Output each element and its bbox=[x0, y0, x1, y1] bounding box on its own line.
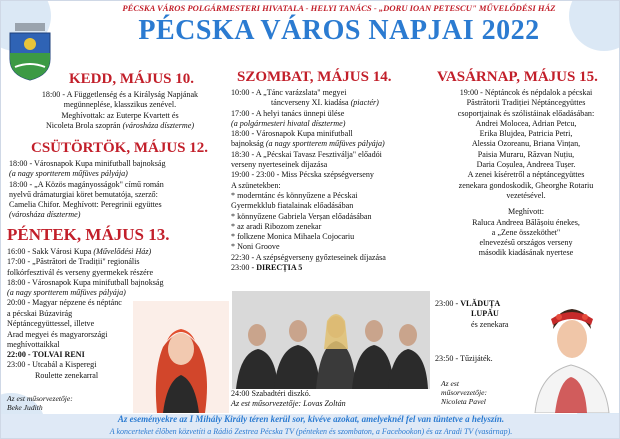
host-label: Az est műsorvezetője: bbox=[231, 399, 302, 409]
vasarnap-line: csoportjainak és szólistáinak előadásában: bbox=[457, 108, 595, 118]
host-label: Az est bbox=[441, 379, 459, 388]
page-title: PÉCSKA VÁROS NAPJAI 2022 bbox=[138, 15, 540, 46]
kedd-line: Nicoleta Brola szoprán bbox=[45, 120, 121, 130]
szombat-line: táncverseny XI. kiadása bbox=[271, 98, 349, 108]
directia-5-photo bbox=[232, 291, 430, 389]
vasarnap-line: vezetésével. bbox=[506, 190, 546, 200]
heading-vasarnap: VASÁRNAP, MÁJUS 15. bbox=[437, 69, 598, 85]
csutortok-line: Camelia Chifor. Meghívott: Peregrinii együttes bbox=[9, 200, 162, 210]
kedd-line: Meghívottak: az Euterpe Kvartett és bbox=[61, 110, 179, 120]
host-label: műsorvezetője: bbox=[441, 388, 487, 397]
vasarnap-line: második kiadásának nyertese bbox=[478, 248, 574, 258]
vasarnap-line: Erika Blujdea, Patricia Petri, bbox=[479, 129, 573, 139]
szombat-line: 18:30 - A „Pécskai Tavasz Fesztiválja" előadói bbox=[231, 149, 382, 159]
csutortok-venue: (a nagy sportterem műfüves pályája) bbox=[9, 169, 128, 179]
vasarnap-headliner: LUPĂU bbox=[471, 309, 499, 319]
footer-location-note: Az eseményekre az I Mihály Király téren kerül sor, kivéve azokat, amelyeknél fel van tüntetve a helyszín. bbox=[117, 414, 505, 424]
vasarnap-line: Paisia Muraru, Răzvan Nuțiu, bbox=[477, 149, 575, 159]
szombat-line: Gyermekklub fiatalainak előadásában bbox=[231, 201, 354, 211]
pentek-line: meghívottaikkal bbox=[7, 339, 60, 349]
tolvai-reni-photo bbox=[133, 301, 229, 413]
szombat-line: * folkzene Monica Mihaela Cojocariu bbox=[231, 232, 355, 242]
szombat-program-end bbox=[231, 389, 431, 410]
pentek-venue: (a nagy sportterem műfüves pályája) bbox=[7, 288, 126, 298]
vasarnap-line: zenekara gondoskodik, Gheorghe Rotariu bbox=[458, 180, 594, 190]
szombat-line: 17:00 - A helyi tanács ünnepi ülése bbox=[231, 108, 345, 118]
vasarnap-line: Andrei Molocea, Adrian Petcu, bbox=[475, 118, 577, 128]
vasarnap-line: a „Zene összeköthet" bbox=[491, 227, 561, 237]
vasarnap-program bbox=[433, 88, 619, 259]
csutortok-line: 18:00 - Városnapok Kupa minifutball bajnokság bbox=[9, 159, 166, 168]
pentek-line: 17:00 - „Păstrători de Tradiții" regionális bbox=[7, 257, 140, 267]
szombat-line: * Noni Groove bbox=[231, 242, 280, 252]
pentek-line: Roulette zenekarral bbox=[35, 370, 99, 380]
host-name: Nicoleta Pavel bbox=[441, 397, 486, 406]
kedd-program bbox=[9, 90, 231, 131]
host-label: Az est műsorvezetője: bbox=[7, 394, 73, 403]
pentek-program-bottom bbox=[7, 309, 127, 381]
vasarnap-line: 23:00 - bbox=[435, 299, 459, 308]
szombat-line: * moderntánc és könnyűzene a Pécskai bbox=[231, 190, 358, 200]
szombat-line: * könnyűzene Gabriela Verșan előadásában bbox=[231, 211, 372, 221]
vasarnap-line: Daria Coșulea, Andreea Tușer. bbox=[476, 160, 576, 170]
szombat-line: A szünetekben: bbox=[231, 180, 281, 190]
csutortok-line: 18:00 - „A Közös magányosságok" című román bbox=[9, 179, 164, 189]
csutortok-line: nyelvű drámaturgiai köret bemutatója, szerző: bbox=[9, 189, 158, 199]
szombat-venue: (a polgármesteri hivatal díszterme) bbox=[231, 118, 346, 128]
pentek-line: 23:00 - Utcabál a Kisperegi bbox=[7, 360, 97, 370]
pentek-line: Arad megyei és magyarországi bbox=[7, 329, 108, 339]
vasarnap-line: és zenekara bbox=[471, 319, 509, 329]
vasarnap-line: Meghívott: bbox=[508, 207, 544, 217]
vasarnap-line: 19:00 - Néptáncok és népdalok a pécskai bbox=[459, 88, 593, 97]
szombat-program bbox=[231, 88, 431, 273]
heading-csutortok: CSÜTÖRTÖK, MÁJUS 12. bbox=[31, 140, 208, 156]
host-name: Lovas Zoltán bbox=[303, 399, 346, 409]
szombat-line: verseny nyerteseinek díjazása bbox=[231, 160, 328, 170]
vasarnap-line: Raluca Andreea Bălășoiu énekes, bbox=[472, 217, 580, 227]
pentek-line: 20:00 - Magyar népzene és néptánc bbox=[7, 298, 122, 308]
szombat-line: 10:00 - A „Tánc varázslata" megyei bbox=[231, 88, 347, 97]
szombat-line: 23:00 - bbox=[231, 263, 255, 273]
szombat-venue: (a nagy sportterem műfüves pályája) bbox=[265, 139, 385, 149]
kedd-line: megünneplése, klasszikus zenével. bbox=[63, 100, 177, 110]
organizers-line: PÉCSKA VÁROS POLGÁRMESTERI HIVATALA - HELYI TANÁCS - „DORU IOAN PETESCU" MŰVELŐDÉSI HÁZ bbox=[122, 3, 556, 13]
vasarnap-line: 23:50 - Tűzijáték. bbox=[435, 353, 493, 363]
kedd-line: 18:00 - A Függetlenség és a Királyság Napjának bbox=[41, 90, 199, 99]
szombat-line: 24:00 Szabadtéri diszkó. bbox=[231, 389, 311, 398]
vasarnap-line: Alessia Ozoreanu, Briana Vințan, bbox=[471, 139, 581, 149]
host-name: Beke Judith bbox=[7, 403, 43, 412]
szombat-line: * az aradi Ribozom zenekar bbox=[231, 221, 322, 231]
pentek-program-top bbox=[7, 247, 231, 309]
szombat-line: 18:00 - Városnapok Kupa minifutball bbox=[231, 129, 353, 139]
pentek-line: 16:00 - Sakk Városi Kupa bbox=[7, 247, 92, 256]
footer-broadcast-note: A koncerteket élőben közvetíti a Rádió Zestrea Pécska TV (pénteken és szombaton, a Facebookon) és az Aradi TV (vasárnap). bbox=[109, 427, 513, 436]
vasarnap-host bbox=[441, 379, 531, 406]
szombat-line: 22:30 - A szépségverseny győzteseinek díjazása bbox=[231, 252, 386, 262]
szombat-headliner: DIRECȚIA 5 bbox=[256, 263, 303, 273]
szombat-line: 19:00 - 23:00 - Miss Pécska szépségverseny bbox=[231, 170, 374, 180]
pentek-line: folkórfesztivál és verseny gyermekek részére bbox=[7, 267, 154, 277]
szombat-line: bajnokság bbox=[231, 139, 264, 149]
pentek-venue: (Művelődési Ház) bbox=[93, 247, 152, 256]
vasarnap-line: elnevezésű országos verseny bbox=[479, 238, 573, 248]
kedd-venue: (városháza díszterme) bbox=[122, 120, 195, 130]
heading-kedd: KEDD, MÁJUS 10. bbox=[69, 71, 195, 87]
csutortok-venue: (városháza díszterme) bbox=[9, 210, 81, 220]
heading-pentek: PÉNTEK, MÁJUS 13. bbox=[7, 225, 170, 244]
pentek-line: a pécskai Búzavirág bbox=[7, 309, 73, 318]
vasarnap-headliner-block bbox=[435, 299, 535, 364]
vasarnap-line: A zenei kíséretről a néptáncegyüttes bbox=[467, 170, 585, 180]
csutortok-program bbox=[9, 159, 231, 221]
town-crest-icon bbox=[7, 23, 53, 81]
szombat-venue: (piactér) bbox=[350, 98, 379, 108]
heading-szombat: SZOMBAT, MÁJUS 14. bbox=[237, 69, 392, 85]
pentek-headliner: 22:00 - TOLVAI RENI bbox=[7, 350, 85, 360]
pentek-line: 18:00 - Városnapok Kupa minifutball bajnokság bbox=[7, 277, 164, 287]
vasarnap-headliner: VLĂDUȚA bbox=[460, 299, 501, 308]
vladuta-lupau-photo bbox=[525, 281, 619, 413]
pentek-host bbox=[7, 394, 107, 412]
vasarnap-line: Păstrătorii Tradiției Néptáncegyüttes bbox=[466, 98, 586, 108]
pentek-line: Néptáncegyüttessel, illetve bbox=[7, 319, 95, 329]
